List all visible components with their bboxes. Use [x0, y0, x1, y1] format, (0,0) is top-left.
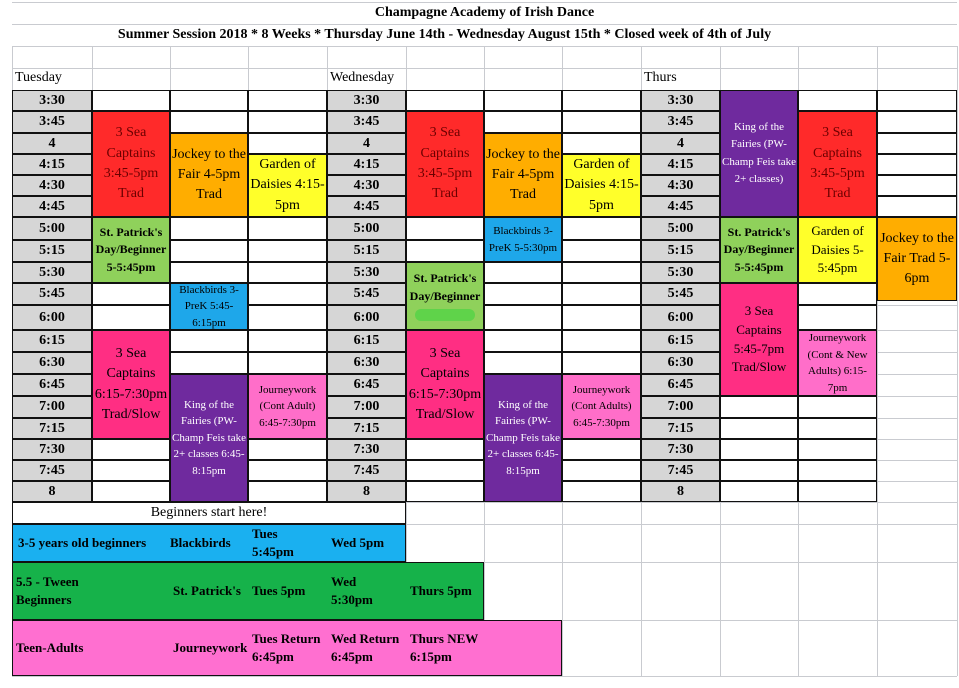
empty-slot[interactable] [92, 481, 170, 502]
empty-slot[interactable] [92, 283, 170, 305]
empty-slot[interactable] [720, 396, 798, 418]
event-tue-journeywork[interactable]: Journeywork (Cont Adult) 6:45-7:30pm [248, 374, 327, 439]
day-header-thursday: Thurs [644, 70, 677, 85]
time-label-tue: 6:45 [12, 374, 92, 396]
legend-row3-thurs: Thurs NEW 6:15pm [410, 631, 479, 664]
empty-slot[interactable] [798, 305, 877, 330]
legend-row2-wed: Wed 5:30pm [331, 574, 373, 607]
empty-slot[interactable] [248, 90, 327, 111]
time-label-thu: 5:30 [641, 262, 720, 283]
event-wed-garden[interactable]: Garden of Daisies 4:15-5pm [562, 154, 641, 217]
empty-slot[interactable] [248, 352, 327, 374]
empty-slot[interactable] [562, 240, 641, 262]
empty-slot[interactable] [248, 460, 327, 481]
empty-slot[interactable] [484, 262, 562, 283]
empty-slot[interactable] [720, 481, 798, 502]
empty-slot[interactable] [562, 330, 641, 352]
legend-row3-label: Teen-Adults [16, 640, 84, 656]
empty-slot[interactable] [720, 460, 798, 481]
time-label-thu: 6:30 [641, 352, 720, 374]
event-tue-garden[interactable]: Garden of Daisies 4:15-5pm [248, 154, 327, 217]
page-title: Champagne Academy of Irish Dance [374, 5, 595, 20]
empty-slot[interactable] [562, 133, 641, 154]
event-thu-journeywork[interactable]: Journeywork (Cont & New Adults) 6:15-7pm [798, 330, 877, 396]
empty-slot[interactable] [406, 217, 484, 240]
time-label-wed: 6:30 [327, 352, 406, 374]
event-wed-sea-captains-1[interactable]: 3 Sea Captains 3:45-5pm Trad [406, 111, 484, 217]
empty-slot[interactable] [562, 439, 641, 460]
time-label-tue: 7:30 [12, 439, 92, 460]
grid-row-line [12, 676, 957, 677]
event-wed-st-patricks[interactable] [406, 262, 484, 330]
time-label-thu: 5:00 [641, 217, 720, 240]
empty-slot[interactable] [562, 460, 641, 481]
event-thu-st-patricks[interactable]: St. Patrick's Day/Beginner 5-5:45pm [720, 217, 798, 283]
empty-slot[interactable] [406, 460, 484, 481]
legend-row3-tues: Tues Return 6:45pm [252, 631, 321, 664]
session-subtitle: Summer Session 2018 * 8 Weeks * Thursday June 14th - Wednesday August 15th * Closed week of 4th of July [117, 27, 772, 42]
event-thu-garden[interactable]: Garden of Daisies 5-5:45pm [798, 217, 877, 283]
empty-slot[interactable] [170, 262, 248, 283]
empty-slot[interactable] [484, 111, 562, 133]
empty-slot[interactable] [406, 439, 484, 460]
time-label-thu: 6:00 [641, 305, 720, 330]
event-thu-sea-captains-2[interactable]: 3 Sea Captains 5:45-7pm Trad/Slow [720, 283, 798, 396]
time-label-thu: 3:45 [641, 111, 720, 133]
empty-slot[interactable] [248, 133, 327, 154]
event-tue-sea-captains-1[interactable]: 3 Sea Captains 3:45-5pm Trad [92, 111, 170, 217]
empty-slot[interactable] [248, 330, 327, 352]
empty-slot[interactable] [248, 240, 327, 262]
time-label-thu: 6:45 [641, 374, 720, 396]
event-thu-king-fairies[interactable]: King of the Fairies (PW-Champ Feis take 2+ classes) [720, 90, 798, 217]
empty-slot[interactable] [798, 90, 877, 111]
empty-slot[interactable] [484, 90, 562, 111]
scribble-mark [415, 309, 475, 321]
empty-slot[interactable] [170, 352, 248, 374]
empty-slot[interactable] [484, 352, 562, 374]
empty-slot[interactable] [92, 460, 170, 481]
time-label-wed: 5:00 [327, 217, 406, 240]
event-tue-sea-captains-2[interactable]: 3 Sea Captains 6:15-7:30pm Trad/Slow [92, 330, 170, 439]
empty-slot[interactable] [170, 217, 248, 240]
empty-slot[interactable] [248, 111, 327, 133]
empty-slot[interactable] [484, 283, 562, 305]
grid-column-line [957, 46, 958, 676]
time-label-wed: 7:30 [327, 439, 406, 460]
time-label-thu: 6:15 [641, 330, 720, 352]
grid-row-line [12, 68, 957, 69]
day-header-tuesday: Tuesday [15, 70, 62, 85]
empty-slot[interactable] [562, 283, 641, 305]
empty-slot[interactable] [248, 217, 327, 240]
time-label-wed: 5:30 [327, 262, 406, 283]
event-thu-jockey[interactable]: Jockey to the Fair Trad 5-6pm [877, 217, 957, 301]
time-label-wed: 7:15 [327, 418, 406, 439]
empty-slot[interactable] [484, 330, 562, 352]
empty-slot[interactable] [798, 481, 877, 502]
day-header-wednesday: Wednesday [330, 70, 395, 85]
time-label-tue: 4 [12, 133, 92, 154]
time-label-tue: 5:15 [12, 240, 92, 262]
legend-row1-tues: Tues 5:45pm [252, 526, 294, 559]
legend-row2-thurs: Thurs 5pm [410, 583, 472, 599]
empty-slot[interactable] [170, 240, 248, 262]
empty-slot[interactable] [877, 154, 957, 175]
empty-slot[interactable] [248, 283, 327, 305]
time-label-thu: 7:30 [641, 439, 720, 460]
empty-slot[interactable] [170, 330, 248, 352]
empty-slot[interactable] [562, 262, 641, 283]
time-label-thu: 4:45 [641, 196, 720, 217]
time-label-thu: 4:30 [641, 175, 720, 196]
empty-slot[interactable] [798, 283, 877, 305]
empty-slot[interactable] [562, 111, 641, 133]
event-wed-journeywork[interactable]: Journeywork (Cont Adults) 6:45-7:30pm [562, 374, 641, 439]
empty-slot[interactable] [798, 460, 877, 481]
time-label-tue: 5:00 [12, 217, 92, 240]
event-wed-blackbirds[interactable]: Blackbirds 3-PreK 5-5:30pm [484, 217, 562, 262]
time-label-tue: 5:45 [12, 283, 92, 305]
time-label-tue: 5:30 [12, 262, 92, 283]
time-label-tue: 3:45 [12, 111, 92, 133]
empty-slot[interactable] [720, 439, 798, 460]
time-label-tue: 4:15 [12, 154, 92, 175]
empty-slot[interactable] [877, 196, 957, 217]
time-label-tue: 7:15 [12, 418, 92, 439]
event-tue-st-patricks[interactable]: St. Patrick's Day/Beginner 5-5:45pm [92, 217, 170, 283]
event-tue-king-fairies[interactable]: King of the Fairies (PW-Champ Feis take 2+ classes 6:45-8:15pm [170, 374, 248, 502]
time-label-wed: 8 [327, 481, 406, 502]
empty-slot[interactable] [877, 133, 957, 154]
time-label-tue: 6:30 [12, 352, 92, 374]
legend-row1-label: 3-5 years old beginners [18, 535, 147, 551]
beginners-banner: Beginners start here! [12, 502, 406, 524]
event-tue-blackbirds[interactable]: Blackbirds 3-PreK 5:45-6:15pm [170, 283, 248, 330]
empty-slot[interactable] [877, 90, 957, 111]
event-wed-st-patricks-label: St. Patrick's Day/Beginner [409, 271, 481, 303]
time-label-wed: 6:00 [327, 305, 406, 330]
time-label-thu: 8 [641, 481, 720, 502]
time-label-thu: 3:30 [641, 90, 720, 111]
time-label-wed: 4 [327, 133, 406, 154]
event-thu-sea-captains-1[interactable]: 3 Sea Captains 3:45-5pm Trad [798, 111, 877, 217]
legend-row2-label: 5.5 - Tween Beginners [16, 574, 79, 607]
time-label-tue: 4:45 [12, 196, 92, 217]
time-label-wed: 5:45 [327, 283, 406, 305]
time-label-tue: 7:00 [12, 396, 92, 418]
empty-slot[interactable] [798, 418, 877, 439]
time-label-tue: 6:15 [12, 330, 92, 352]
time-label-tue: 8 [12, 481, 92, 502]
legend-row3-wed: Wed Return 6:45pm [331, 631, 400, 664]
empty-slot[interactable] [92, 305, 170, 330]
empty-slot[interactable] [170, 90, 248, 111]
empty-slot[interactable] [562, 90, 641, 111]
legend-row1-class: Blackbirds [170, 535, 231, 551]
time-label-thu: 4 [641, 133, 720, 154]
empty-slot[interactable] [562, 352, 641, 374]
time-label-wed: 4:30 [327, 175, 406, 196]
time-label-wed: 3:45 [327, 111, 406, 133]
time-label-wed: 7:00 [327, 396, 406, 418]
empty-slot[interactable] [170, 111, 248, 133]
empty-slot[interactable] [484, 305, 562, 330]
empty-slot[interactable] [248, 305, 327, 330]
time-label-wed: 3:30 [327, 90, 406, 111]
time-label-wed: 4:45 [327, 196, 406, 217]
time-label-tue: 3:30 [12, 90, 92, 111]
time-label-tue: 6:00 [12, 305, 92, 330]
time-label-tue: 7:45 [12, 460, 92, 481]
empty-slot[interactable] [562, 217, 641, 240]
time-label-thu: 7:00 [641, 396, 720, 418]
time-label-tue: 4:30 [12, 175, 92, 196]
event-wed-sea-captains-2[interactable]: 3 Sea Captains 6:15-7:30pm Trad/Slow [406, 330, 484, 439]
empty-slot[interactable] [248, 262, 327, 283]
time-label-wed: 6:45 [327, 374, 406, 396]
time-label-thu: 7:45 [641, 460, 720, 481]
empty-slot[interactable] [406, 481, 484, 502]
time-label-thu: 5:45 [641, 283, 720, 305]
empty-slot[interactable] [92, 90, 170, 111]
time-label-wed: 5:15 [327, 240, 406, 262]
legend-row2-tues: Tues 5pm [252, 583, 306, 599]
event-wed-jockey[interactable]: Jockey to the Fair 4-5pm Trad [484, 133, 562, 217]
empty-slot[interactable] [92, 439, 170, 460]
time-label-wed: 4:15 [327, 154, 406, 175]
empty-slot[interactable] [248, 481, 327, 502]
time-label-thu: 4:15 [641, 154, 720, 175]
empty-slot[interactable] [798, 396, 877, 418]
time-label-wed: 7:45 [327, 460, 406, 481]
empty-slot[interactable] [562, 481, 641, 502]
empty-slot[interactable] [877, 111, 957, 133]
empty-slot[interactable] [798, 439, 877, 460]
empty-slot[interactable] [562, 305, 641, 330]
time-label-wed: 6:15 [327, 330, 406, 352]
legend-row1-wed: Wed 5pm [331, 535, 385, 551]
empty-slot[interactable] [406, 90, 484, 111]
empty-slot[interactable] [877, 175, 957, 196]
empty-slot[interactable] [248, 439, 327, 460]
time-label-thu: 7:15 [641, 418, 720, 439]
empty-slot[interactable] [406, 240, 484, 262]
event-wed-king-fairies[interactable]: King of the Fairies (PW-Champ Feis take 2+ classes 6:45-8:15pm [484, 374, 562, 502]
legend-row3-class: Journeywork [173, 640, 248, 656]
legend-row2-class: St. Patrick's [173, 583, 241, 599]
time-label-thu: 5:15 [641, 240, 720, 262]
event-tue-jockey[interactable]: Jockey to the Fair 4-5pm Trad [170, 133, 248, 217]
grid-row-line [12, 46, 957, 47]
empty-slot[interactable] [720, 418, 798, 439]
